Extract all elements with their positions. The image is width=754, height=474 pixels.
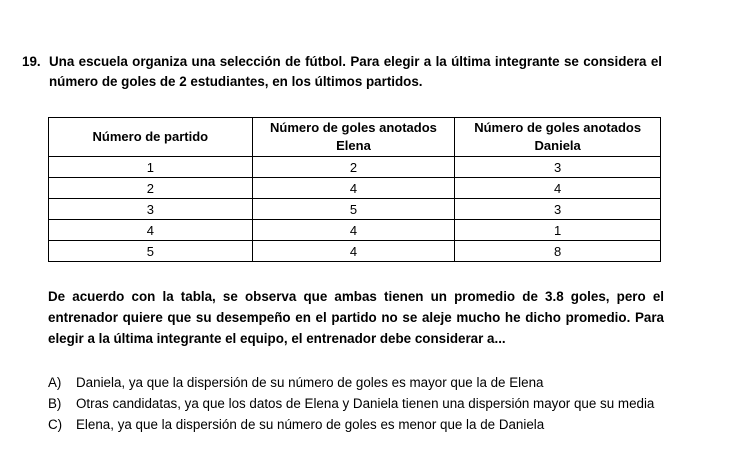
question-header — [22, 52, 662, 92]
option-letter: C) — [48, 417, 63, 432]
cell-elena: 4 — [252, 220, 455, 241]
question-number: 19. — [22, 54, 41, 69]
option-b[interactable] — [48, 393, 668, 414]
cell-daniela: 3 — [455, 157, 661, 178]
cell-match: 3 — [49, 199, 253, 220]
cell-daniela: 4 — [455, 178, 661, 199]
cell-elena: 4 — [252, 178, 455, 199]
option-letter: B) — [48, 396, 62, 411]
cell-daniela: 3 — [455, 199, 661, 220]
option-letter: A) — [48, 375, 62, 390]
question-stem: De acuerdo con la tabla, se observa que ambas tienen un promedio de 3.8 goles, pero el entrenador quiere que su desempeño en el partido no se aleje mucho he dicho promedio. Para elegir a la última integrante el equipo, el entrenador debe considerar a... — [48, 289, 664, 346]
option-c[interactable] — [48, 414, 668, 435]
header-goals-elena: Número de goles anotados Elena — [252, 118, 455, 157]
cell-elena: 2 — [252, 157, 455, 178]
header-goals-daniela: Número de goles anotados Daniela — [455, 118, 661, 157]
cell-match: 4 — [49, 220, 253, 241]
option-text: Elena, ya que la dispersión de su número de goles es menor que la de Daniela — [76, 417, 545, 432]
option-text: Otras candidatas, ya que los datos de Elena y Daniela tienen una dispersión mayor que su media — [76, 396, 655, 411]
table-header-row — [49, 118, 661, 157]
table-row — [49, 199, 661, 220]
table-row — [49, 157, 661, 178]
table-row — [49, 220, 661, 241]
goals-table — [48, 117, 661, 262]
cell-match: 1 — [49, 157, 253, 178]
question-text: Una escuela organiza una selección de fútbol. Para elegir a la última integrante se considera el número de goles de 2 estudiantes, en los últimos partidos. — [49, 54, 662, 89]
cell-elena: 5 — [252, 199, 455, 220]
cell-elena: 4 — [252, 241, 455, 262]
cell-match: 5 — [49, 241, 253, 262]
table-row — [49, 241, 661, 262]
option-a[interactable] — [48, 372, 668, 393]
header-match-number: Número de partido — [49, 118, 253, 157]
cell-daniela: 8 — [455, 241, 661, 262]
cell-daniela: 1 — [455, 220, 661, 241]
answer-options — [48, 372, 668, 435]
table-row — [49, 178, 661, 199]
option-text: Daniela, ya que la dispersión de su número de goles es mayor que la de Elena — [76, 375, 544, 390]
cell-match: 2 — [49, 178, 253, 199]
